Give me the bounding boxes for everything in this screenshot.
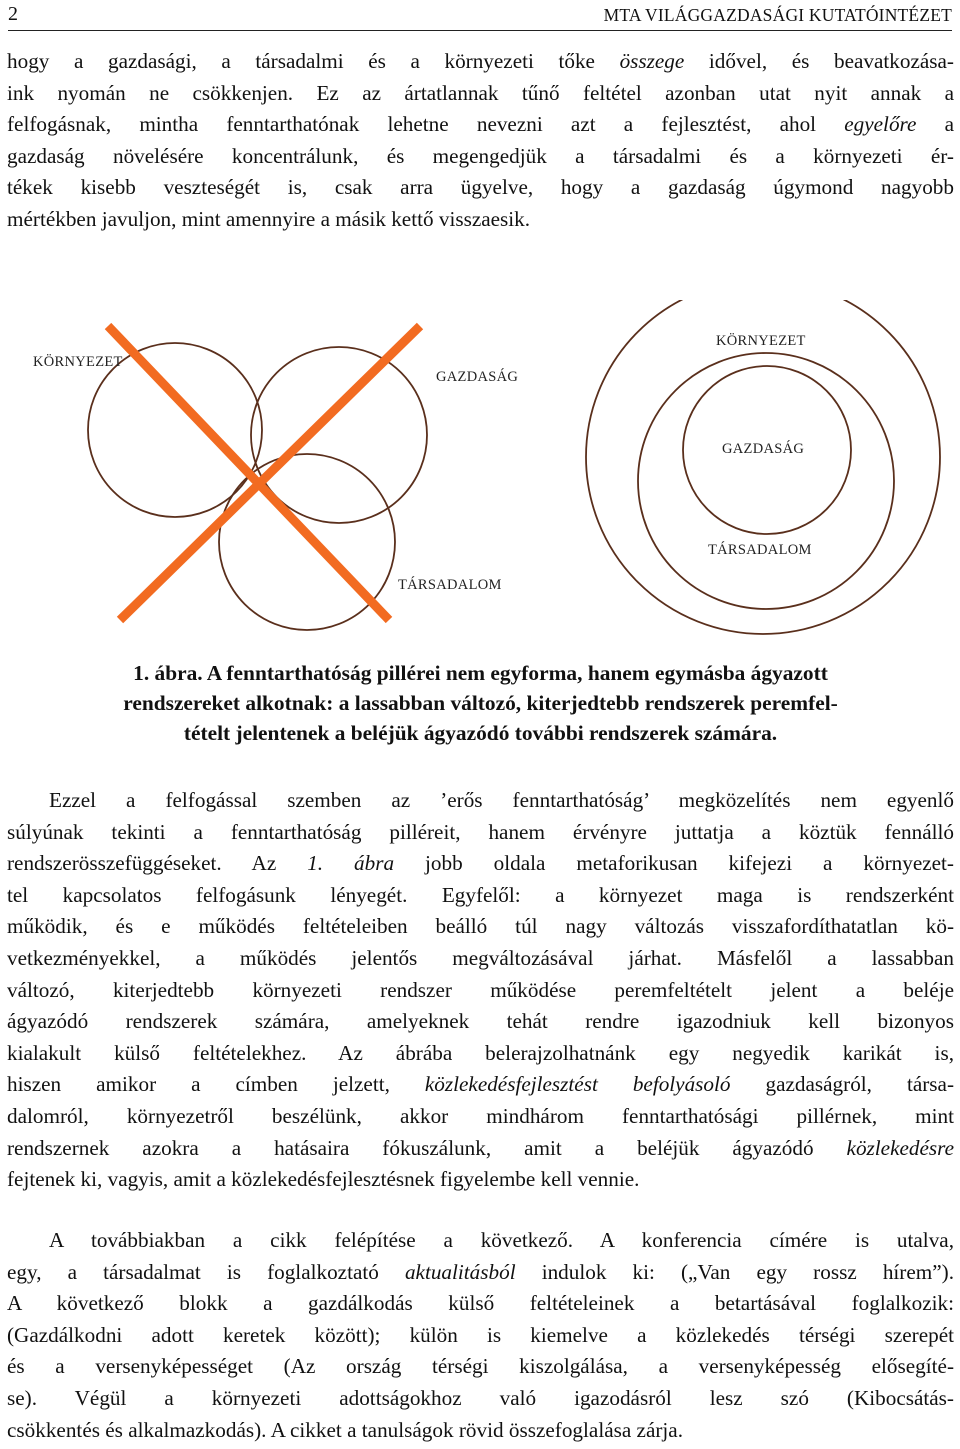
text-segment: jobb oldala metaforikusan kifejezi a környezet- <box>394 851 954 876</box>
text-line <box>7 848 954 880</box>
text-segment: működik, és e működés feltételeiben beálló túl nagy változás visszafordíthatatlan kö- <box>7 914 954 939</box>
text-segment: ink nyomán ne csökkenjen. Ez az ártatlannak tűnő feltétel azonban utat nyit annak a <box>7 80 954 105</box>
italic-text: aktualitásból <box>404 1259 516 1284</box>
figure-caption <box>7 658 954 748</box>
running-header <box>8 0 952 31</box>
text-segment: csökkentés és alkalmazkodás). A cikket a tanulságok rövid összefoglalása zárja. <box>7 1417 684 1442</box>
text-line <box>7 1133 954 1165</box>
text-line <box>7 817 954 849</box>
italic-text: közlekedésre <box>846 1135 954 1160</box>
text-line <box>7 943 954 975</box>
text-segment: súlyúnak tekinti a fenntarthatóság pilléreit, hanem érvényre juttatja a köztük fennálló <box>7 819 954 844</box>
text-segment: idővel, és beavatkozása- <box>684 49 954 73</box>
caption-line: tételt jelentenek a beléjük ágyazódó további rendszerek számára. <box>183 721 778 745</box>
text-segment: Ezzel a felfogással szemben az ’erős fenntarthatóság’ megközelítés nem egyenlő <box>49 788 954 812</box>
institute-name: MTA VILÁGGAZDASÁGI KUTATÓINTÉZET <box>603 5 952 25</box>
text-line <box>7 78 954 110</box>
text-segment: hiszen amikor a címben jelzett, <box>7 1072 425 1097</box>
text-line <box>7 1320 954 1352</box>
text-line <box>7 1351 954 1383</box>
text-line <box>7 785 954 817</box>
text-line <box>7 1257 954 1289</box>
text-line <box>7 1069 954 1101</box>
text-segment: gazdaság növelésére koncentrálunk, és megengedjük a társadalmi és a környezeti ér- <box>7 143 954 168</box>
nested-circles-diagram <box>586 300 940 634</box>
text-line <box>7 109 954 141</box>
venn-diagram <box>33 326 518 630</box>
text-line <box>7 46 954 78</box>
venn-circle-economy <box>251 347 427 523</box>
nested-label-society: TÁRSADALOM <box>708 542 812 558</box>
nested-label-environment: KÖRNYEZET <box>716 333 806 349</box>
text-line <box>7 1101 954 1133</box>
text-line <box>7 172 954 204</box>
text-segment: és a versenyképességet (Az ország térségi kiszolgálása, a versenyképesség elősegíté- <box>7 1354 954 1379</box>
text-line <box>7 141 954 173</box>
text-segment: A továbbiakban a cikk felépítése a következő. A konferencia címére is utalva, <box>49 1228 954 1252</box>
italic-text: 1. ábra <box>307 851 395 876</box>
middle-circle-society <box>638 353 894 609</box>
venn-label-environment: KÖRNYEZET <box>33 354 123 370</box>
text-segment: változó, kiterjedtebb környezeti rendszer működése peremfeltételt jelent a beléje <box>7 977 954 1002</box>
body-paragraph-3 <box>7 1225 954 1446</box>
body-paragraph-2 <box>7 785 954 1196</box>
text-segment: rendszernek azokra a hatásaira fókuszálunk, amit a beléjük ágyazódó <box>7 1135 847 1160</box>
text-line <box>7 975 954 1007</box>
text-segment: hogy a gazdasági, a társadalmi és a környezeti tőke <box>7 49 620 73</box>
text-line <box>7 1288 954 1320</box>
text-line <box>7 1225 954 1257</box>
text-segment: a <box>916 112 954 137</box>
sustainability-diagram <box>0 300 960 660</box>
text-segment: dalomról, környezetről beszélünk, akkor mindhárom fenntarthatósági pillérnek, mint <box>7 1103 954 1128</box>
text-line <box>7 911 954 943</box>
text-segment: vetkezményekkel, a működés jelentős megváltozásával járhat. Másfelől a lassabban <box>7 945 954 970</box>
italic-text: egyelőre <box>844 112 917 137</box>
page-number: 2 <box>8 3 18 25</box>
text-segment: mértékben javuljon, mint amennyire a másik kettő visszaesik. <box>7 206 531 231</box>
cross-line-2 <box>120 326 420 620</box>
text-segment: tékek kisebb veszteségét is, csak arra ügyelve, hogy a gazdaság úgymond nagyobb <box>7 175 954 200</box>
text-line <box>7 204 954 236</box>
text-segment: indulok ki: („Van egy rossz hírem”). <box>515 1259 954 1284</box>
text-segment: se). Végül a környezeti adottságokhoz való igazodásról lesz szó (Kibocsátás- <box>7 1385 954 1410</box>
figure-1 <box>0 300 960 660</box>
venn-label-society: TÁRSADALOM <box>398 577 502 593</box>
text-segment: tel kapcsolatos felfogásunk lényegét. Egyfelől: a környezet maga is rendszerként <box>7 882 954 907</box>
nested-label-economy: GAZDASÁG <box>722 441 805 457</box>
text-segment: kialakult külső feltételekhez. Az ábrába belerajzolhatnánk egy negyedik karikát is, <box>7 1040 954 1065</box>
text-segment: felfogásnak, mintha fenntarthatónak lehetne nevezni azt a fejlesztést, ahol <box>7 112 845 137</box>
text-segment: rendszerösszefüggéseket. Az <box>7 851 308 876</box>
italic-text: összege <box>619 49 685 73</box>
text-segment: fejtenek ki, vagyis, amit a közlekedésfejlesztésnek figyelembe kell vennie. <box>7 1167 640 1192</box>
text-line <box>7 1383 954 1415</box>
text-segment: (Gazdálkodni adott keretek között); külön is kiemelve a közlekedés térségi szerepét <box>7 1322 954 1347</box>
text-line <box>7 1006 954 1038</box>
text-segment: A következő blokk a gazdálkodás külső feltételeinek a betartásával foglalkozik: <box>7 1291 954 1316</box>
venn-label-economy: GAZDASÁG <box>436 369 519 385</box>
text-line <box>7 1164 954 1196</box>
text-line <box>7 880 954 912</box>
text-segment: egy, a társadalmat is foglalkoztató <box>7 1259 405 1284</box>
caption-line: 1. ábra. A fenntarthatóság pillérei nem egyforma, hanem egymásba ágyazott <box>133 661 828 685</box>
caption-line: rendszereket alkotnak: a lassabban változó, kiterjedtebb rendszerek peremfel- <box>123 691 838 715</box>
text-segment: ágyazódó rendszerek számára, amelyeknek tehát rendre igazodniuk kell bizonyos <box>7 1009 954 1034</box>
intro-paragraph <box>7 46 954 236</box>
text-line <box>7 1415 954 1447</box>
text-line <box>7 1038 954 1070</box>
text-segment: gazdaságról, társa- <box>730 1072 955 1097</box>
cross-line-1 <box>108 326 389 620</box>
italic-text: közlekedésfejlesztést befolyásoló <box>424 1072 731 1097</box>
